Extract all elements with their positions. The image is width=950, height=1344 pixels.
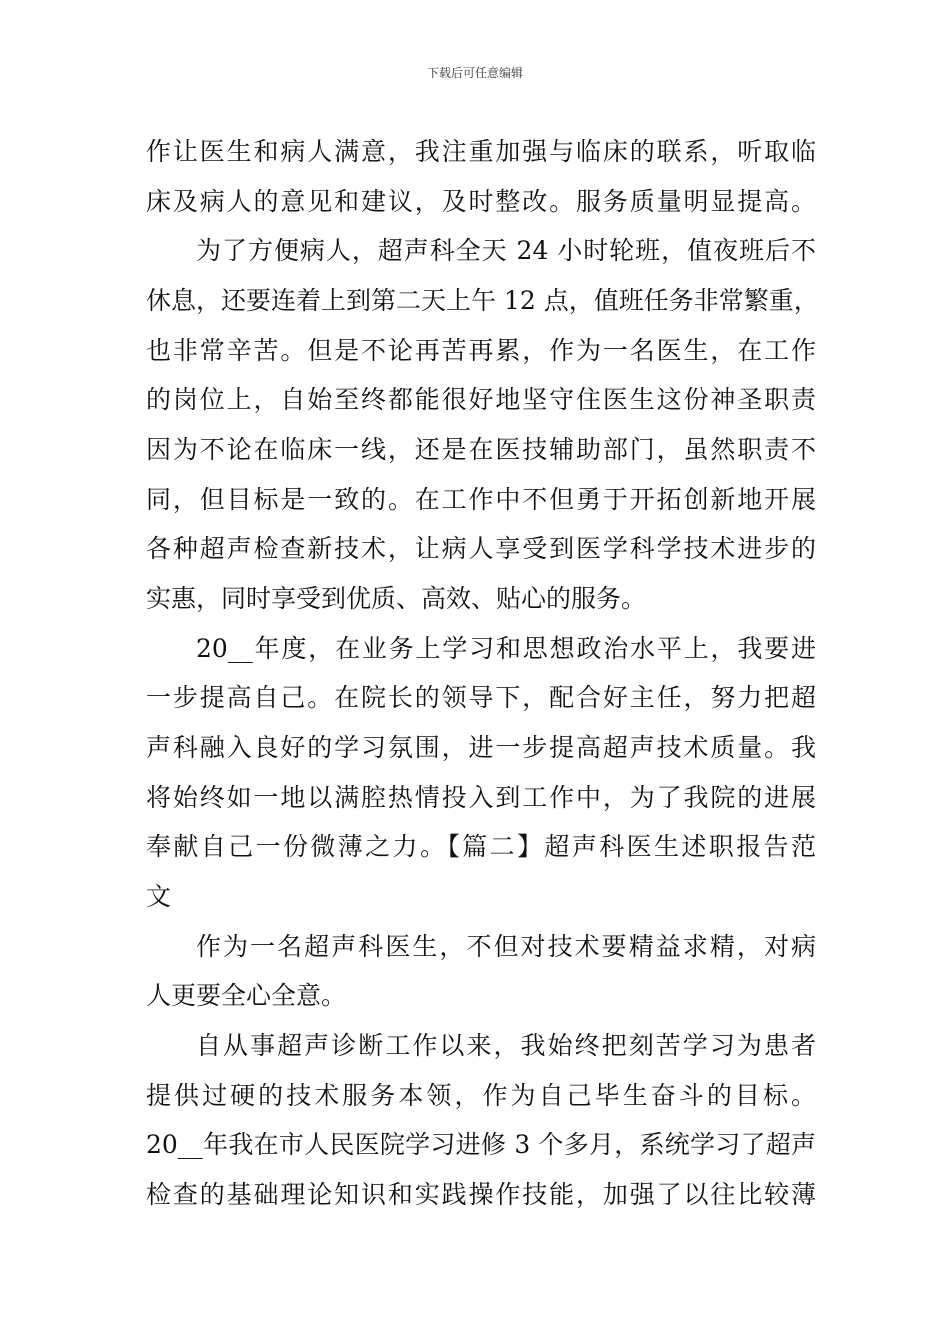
text-line: 自从事超声诊断工作以来，我始终把刻苦学习为患者: [196, 1031, 816, 1060]
text-line: 作让医生和病人满意，我注重加强与临床的联系，听取临: [146, 137, 816, 166]
text-line: 20__年度，在业务上学习和思想政治水平上，我要进: [196, 634, 816, 663]
text-line: 检查的基础理论知识和实践操作技能，加强了以往比较薄: [146, 1180, 816, 1209]
text-line: 实惠，同时享受到优质、高效、贴心的服务。: [146, 584, 647, 613]
text-line: 同，但目标是一致的。在工作中不但勇于开拓创新地开展: [146, 485, 816, 514]
text-line: 的岗位上，自始至终都能很好地坚守住医生这份神圣职责: [146, 385, 816, 414]
text-line: 提供过硬的技术服务本领，作为自己毕生奋斗的目标。: [146, 1081, 816, 1110]
text-line: 将始终如一地以满腔热情投入到工作中，为了我院的进展: [146, 783, 816, 812]
text-line: 各种超声检查新技术，让病人享受到医学科学技术进步的: [146, 534, 816, 563]
text-line: 一步提高自己。在院长的领导下，配合好主任，努力把超: [146, 683, 816, 712]
text-line: 作为一名超声科医生，不但对技术要精益求精，对病: [196, 932, 816, 961]
text-line: 因为不论在临床一线，还是在医技辅助部门，虽然职责不: [146, 435, 816, 464]
text-line: 20__年我在市人民医院学习进修 3 个多月，系统学习了超声: [146, 1130, 816, 1159]
text-line: 人更要全心全意。: [146, 981, 347, 1010]
text-line: 声科融入良好的学习氛围，进一步提高超声技术质量。我: [146, 733, 816, 762]
text-line: 休息，还要连着上到第二天上午 12 点，值班任务非常繁重，: [146, 286, 819, 315]
text-line: 文: [146, 882, 172, 911]
text-line: 奉献自己一份微薄之力。【篇二】超声科医生述职报告范: [146, 832, 816, 861]
text-line: 也非常辛苦。但是不论再苦再累，作为一名医生，在工作: [146, 336, 816, 365]
text-line: 床及病人的意见和建议，及时整改。服务质量明显提高。: [146, 187, 816, 216]
text-line: 为了方便病人，超声科全天 24 小时轮班，值夜班后不: [196, 236, 816, 265]
page-header-note: 下载后可任意编辑: [426, 66, 523, 80]
